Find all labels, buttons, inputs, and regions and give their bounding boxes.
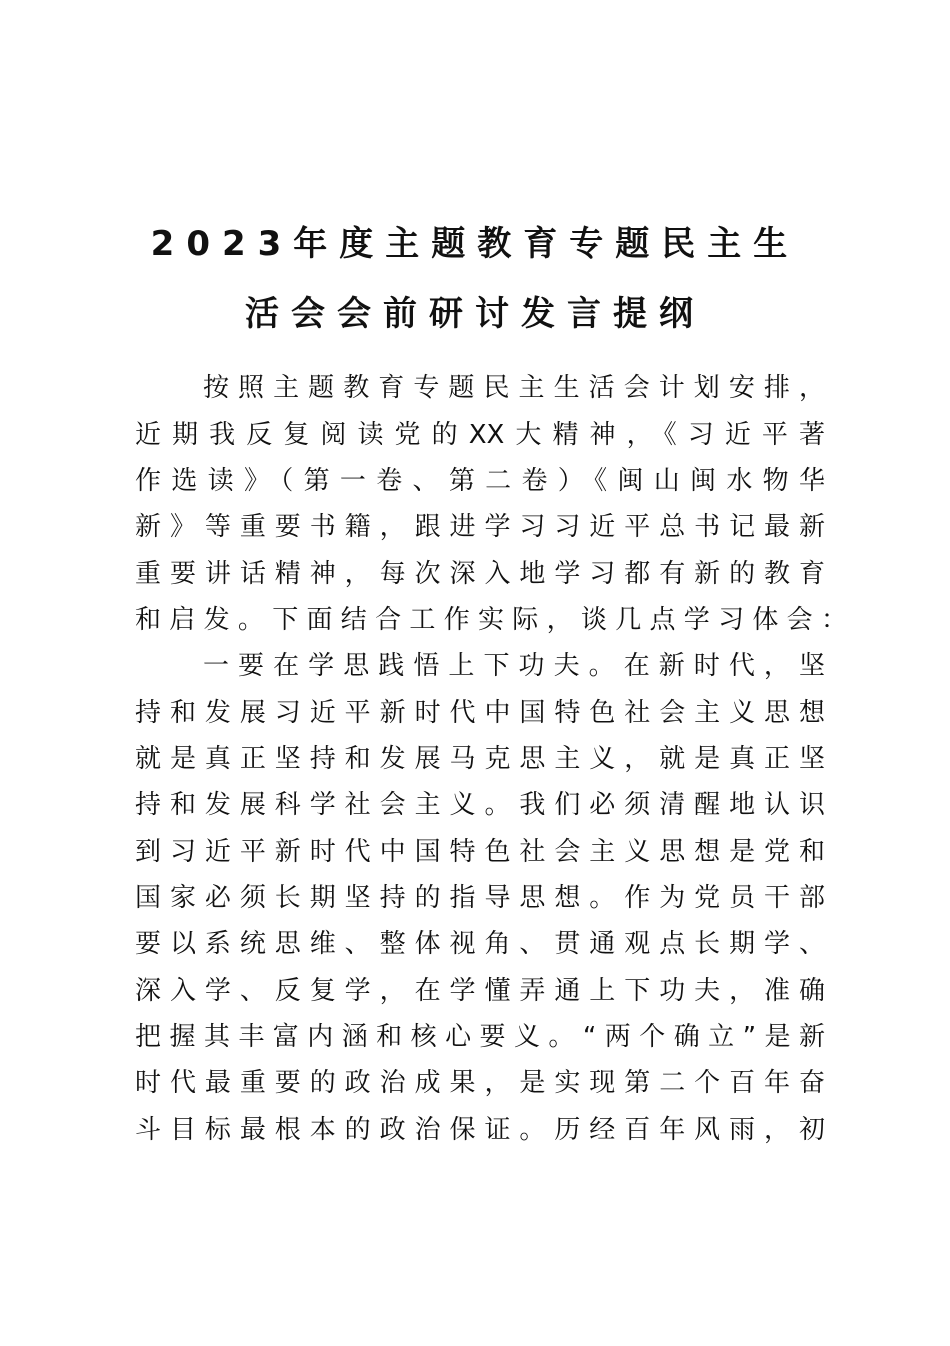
document-title-line-2: 活会会前研讨发言提纲 bbox=[245, 294, 705, 334]
paragraph-1-line-6: 和启发。下面结合工作实际，谈几点学习体会： bbox=[135, 605, 847, 635]
paragraph-2-line-5: 到习近平新时代中国特色社会主义思想是党和 bbox=[135, 837, 825, 867]
paragraph-2-line-10: 时代最重要的政治成果，是实现第二个百年奋 bbox=[135, 1068, 825, 1098]
paragraph-1-line-5: 重要讲话精神，每次深入地学习都有新的教育 bbox=[135, 559, 825, 589]
paragraph-1-line-3: 作选读》（第一卷、第二卷）《闽山闽水物华 bbox=[135, 466, 825, 496]
paragraph-2-line-1: 一要在学思践悟上下功夫。在新时代，坚 bbox=[203, 651, 825, 681]
paragraph-2-line-7: 要以系统思维、整体视角、贯通观点长期学、 bbox=[135, 929, 825, 959]
paragraph-2-line-11: 斗目标最根本的政治保证。历经百年风雨，初 bbox=[135, 1115, 825, 1145]
paragraph-2-line-9: 把握其丰富内涵和核心要义。“两个确立”是新 bbox=[135, 1022, 825, 1052]
paragraph-1-line-1: 按照主题教育专题民主生活会计划安排， bbox=[203, 373, 825, 403]
paragraph-2-line-6: 国家必须长期坚持的指导思想。作为党员干部 bbox=[135, 883, 825, 913]
paragraph-2-line-8: 深入学、反复学，在学懂弄通上下功夫，准确 bbox=[135, 976, 825, 1006]
paragraph-1-line-4: 新》等重要书籍，跟进学习习近平总书记最新 bbox=[135, 512, 825, 542]
paragraph-2-line-2: 持和发展习近平新时代中国特色社会主义思想 bbox=[135, 698, 825, 728]
paragraph-2-line-4: 持和发展科学社会主义。我们必须清醒地认识 bbox=[135, 790, 825, 820]
paragraph-1-line-2: 近期我反复阅读党的XX大精神，《习近平著 bbox=[135, 420, 825, 450]
document-title-line-1: 2023年度主题教育专题民主生 bbox=[150, 224, 800, 264]
paragraph-2-line-3: 就是真正坚持和发展马克思主义，就是真正坚 bbox=[135, 744, 825, 774]
